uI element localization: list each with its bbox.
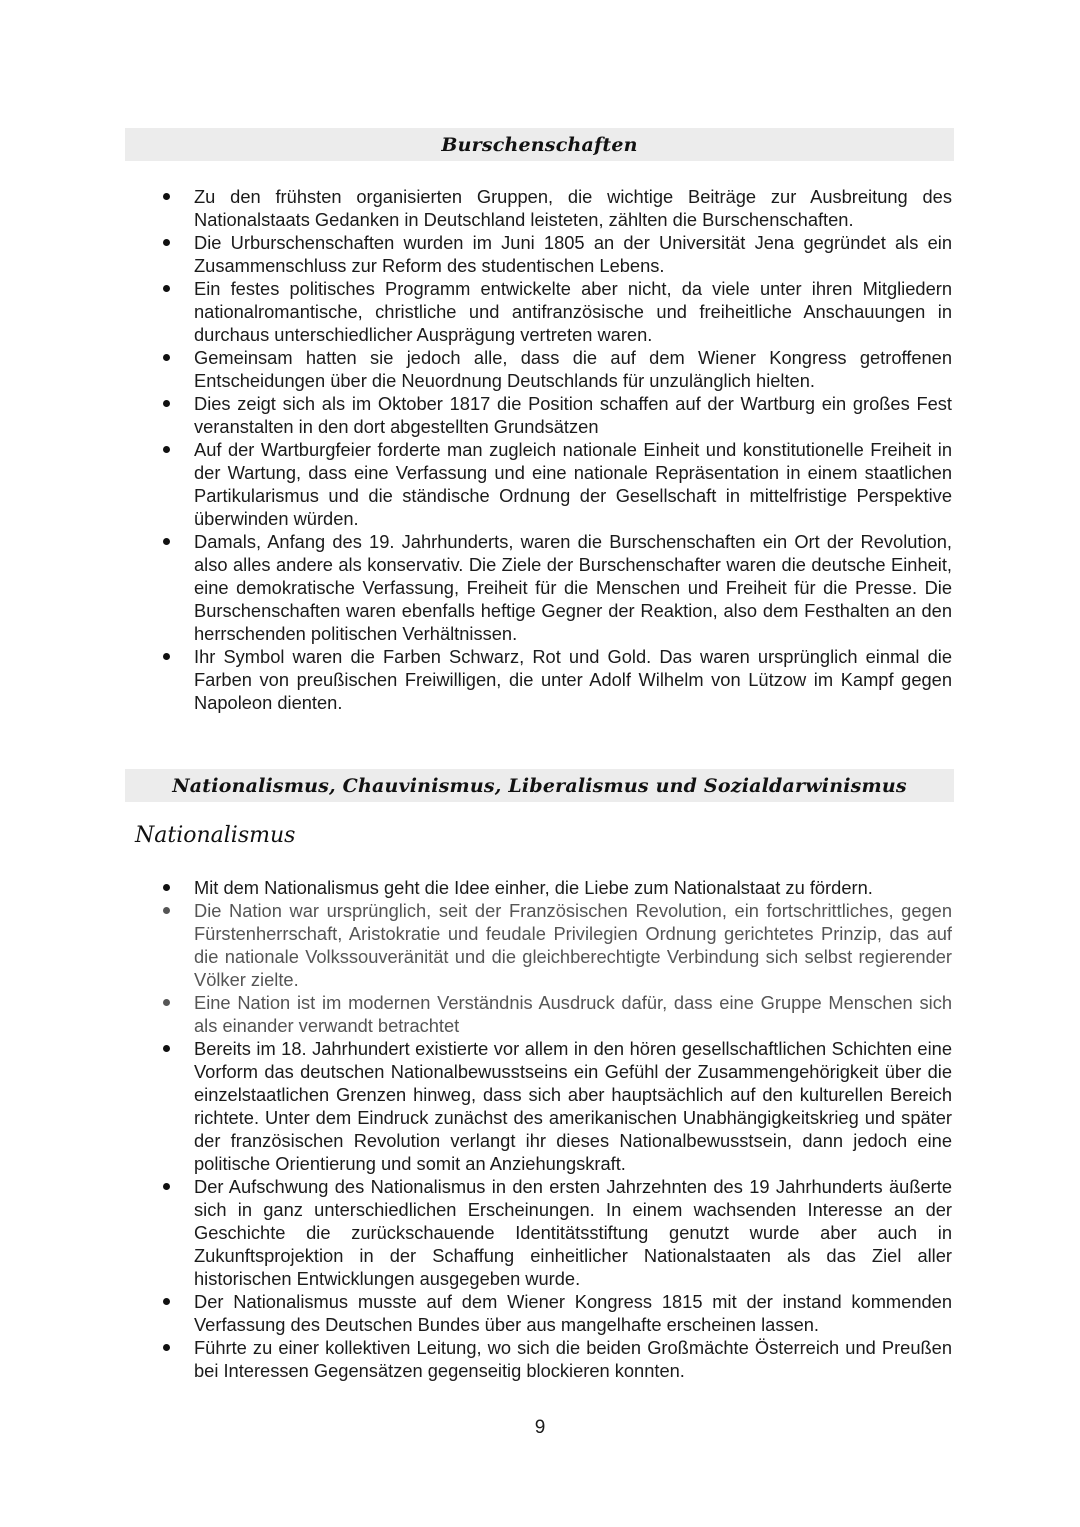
page-number: 9 bbox=[534, 1417, 546, 1438]
list-item: Auf der Wartburgfeier forderte man zugleich nationale Einheit und konstitutionelle Freiheit in der Wartung, dass eine Verfassung und eine nationale Repräsentation in einem staatlichen Partikularismus und die ständische Ordnung der Gesellschaft in mittelfristige Perspektive überwinden würden. bbox=[0, 438, 952, 530]
list-item: Der Aufschwung des Nationalismus in den ersten Jahrzehnten des 19 Jahrhunderts äußerte sich in ganz unterschiedlichen Erscheinungen. In einem wachsenden Interesse an der Geschichte die zurückschauende Identitätsstiftung genutzt wurde aber auch in Zukunftsprojektion in der Schaffung einheitlicher Nationalstaaten als das Ziel aller historischen Entwicklungen ausgegeben wurde. bbox=[0, 1175, 952, 1290]
list-item: Damals, Anfang des 19. Jahrhunderts, waren die Burschenschaften ein Ort der Revolution, also alles andere als konservativ. Die Ziele der Burschenschafter waren die deutsche Einheit, eine demokratische Verfassung, Freiheit für die Menschen und Freiheit für die Presse. Die Burschenschaften waren ebenfalls heftige Gegner der Reaktion, also dem Festhalten an den herrschenden politischen Verhältnissen. bbox=[0, 530, 952, 645]
list-item: Die Nation war ursprünglich, seit der Französischen Revolution, ein fortschrittliches, gegen Fürstenherrschaft, Aristokratie und feudale Privilegien Ordnung gerichtetes Prinzip, das auf die nationale Volkssouveränität und die gleichberechtigte Verbindung sich selbst regierender Völker zielte. bbox=[0, 899, 952, 991]
list-item: Gemeinsam hatten sie jedoch alle, dass die auf dem Wiener Kongress getroffenen Entscheidungen über die Neuordnung Deutschlands für unzulänglich hielten. bbox=[0, 346, 952, 392]
list-item: Mit dem Nationalismus geht die Idee einher, die Liebe zum Nationalstaat zu fördern. bbox=[0, 876, 952, 899]
bullet-list-nationalismus bbox=[0, 876, 952, 1382]
bullet-list-burschenschaften bbox=[0, 185, 952, 714]
list-item: Die Urburschenschaften wurden im Juni 1805 an der Universität Jena gegründet als ein Zusammenschluss zur Reform des studentischen Lebens. bbox=[0, 231, 952, 277]
section-header-nationalismus bbox=[125, 769, 954, 802]
list-item: Führte zu einer kollektiven Leitung, wo sich die beiden Großmächte Österreich und Preußen bei Interessen Gegensätzen gegenseitig blockieren konnten. bbox=[0, 1336, 952, 1382]
list-item: Der Nationalismus musste auf dem Wiener Kongress 1815 mit der instand kommenden Verfassung des Deutschen Bundes über aus mangelhafte erscheinen lassen. bbox=[0, 1290, 952, 1336]
list-item: Zu den frühsten organisierten Gruppen, die wichtige Beiträge zur Ausbreitung des Nationalstaats Gedanken in Deutschland leisteten, zählten die Burschenschaften. bbox=[0, 185, 952, 231]
list-item: Bereits im 18. Jahrhundert existierte vor allem in den hören gesellschaftlichen Schichten eine Vorform das deutschen Nationalbewusstseins ein Gefühl der Zusammengehörigkeit über die einzelstaatlichen Grenzen hinweg, dass sich aber hauptsächlich auf den kulturellen Bereich richtete. Unter dem Eindruck zunächst des amerikanischen Unabhängigkeitskrieg und später der französischen Revolution verlangt ihr dieses Nationalbewusstsein, dann jedoch eine politische Orientierung und somit an Anziehungskraft. bbox=[0, 1037, 952, 1175]
section-header-burschenschaften bbox=[125, 128, 954, 161]
section-title: Burschenschaften bbox=[441, 133, 638, 156]
list-item: Ihr Symbol waren die Farben Schwarz, Rot und Gold. Das waren ursprünglich einmal die Farben von preußischen Freiwilligen, die unter Adolf Wilhelm von Lützow im Kampf gegen Napoleon dienten. bbox=[0, 645, 952, 714]
section-title: Nationalismus, Chauvinismus, Liberalismus und Sozialdarwinismus bbox=[172, 774, 907, 797]
list-item: Ein festes politisches Programm entwickelte aber nicht, da viele unter ihren Mitgliedern nationalromantische, christliche und antifranzösische und freiheitliche Anschauungen in durchaus unterschiedlicher Ausprägung vertreten waren. bbox=[0, 277, 952, 346]
subsection-title: Nationalismus bbox=[135, 823, 296, 848]
list-item: Dies zeigt sich als im Oktober 1817 die Position schaffen auf der Wartburg ein großes Fest veranstalten in den dort abgestellten Grundsätzen bbox=[0, 392, 952, 438]
list-item: Eine Nation ist im modernen Verständnis Ausdruck dafür, dass eine Gruppe Menschen sich als einander verwandt betrachtet bbox=[0, 991, 952, 1037]
